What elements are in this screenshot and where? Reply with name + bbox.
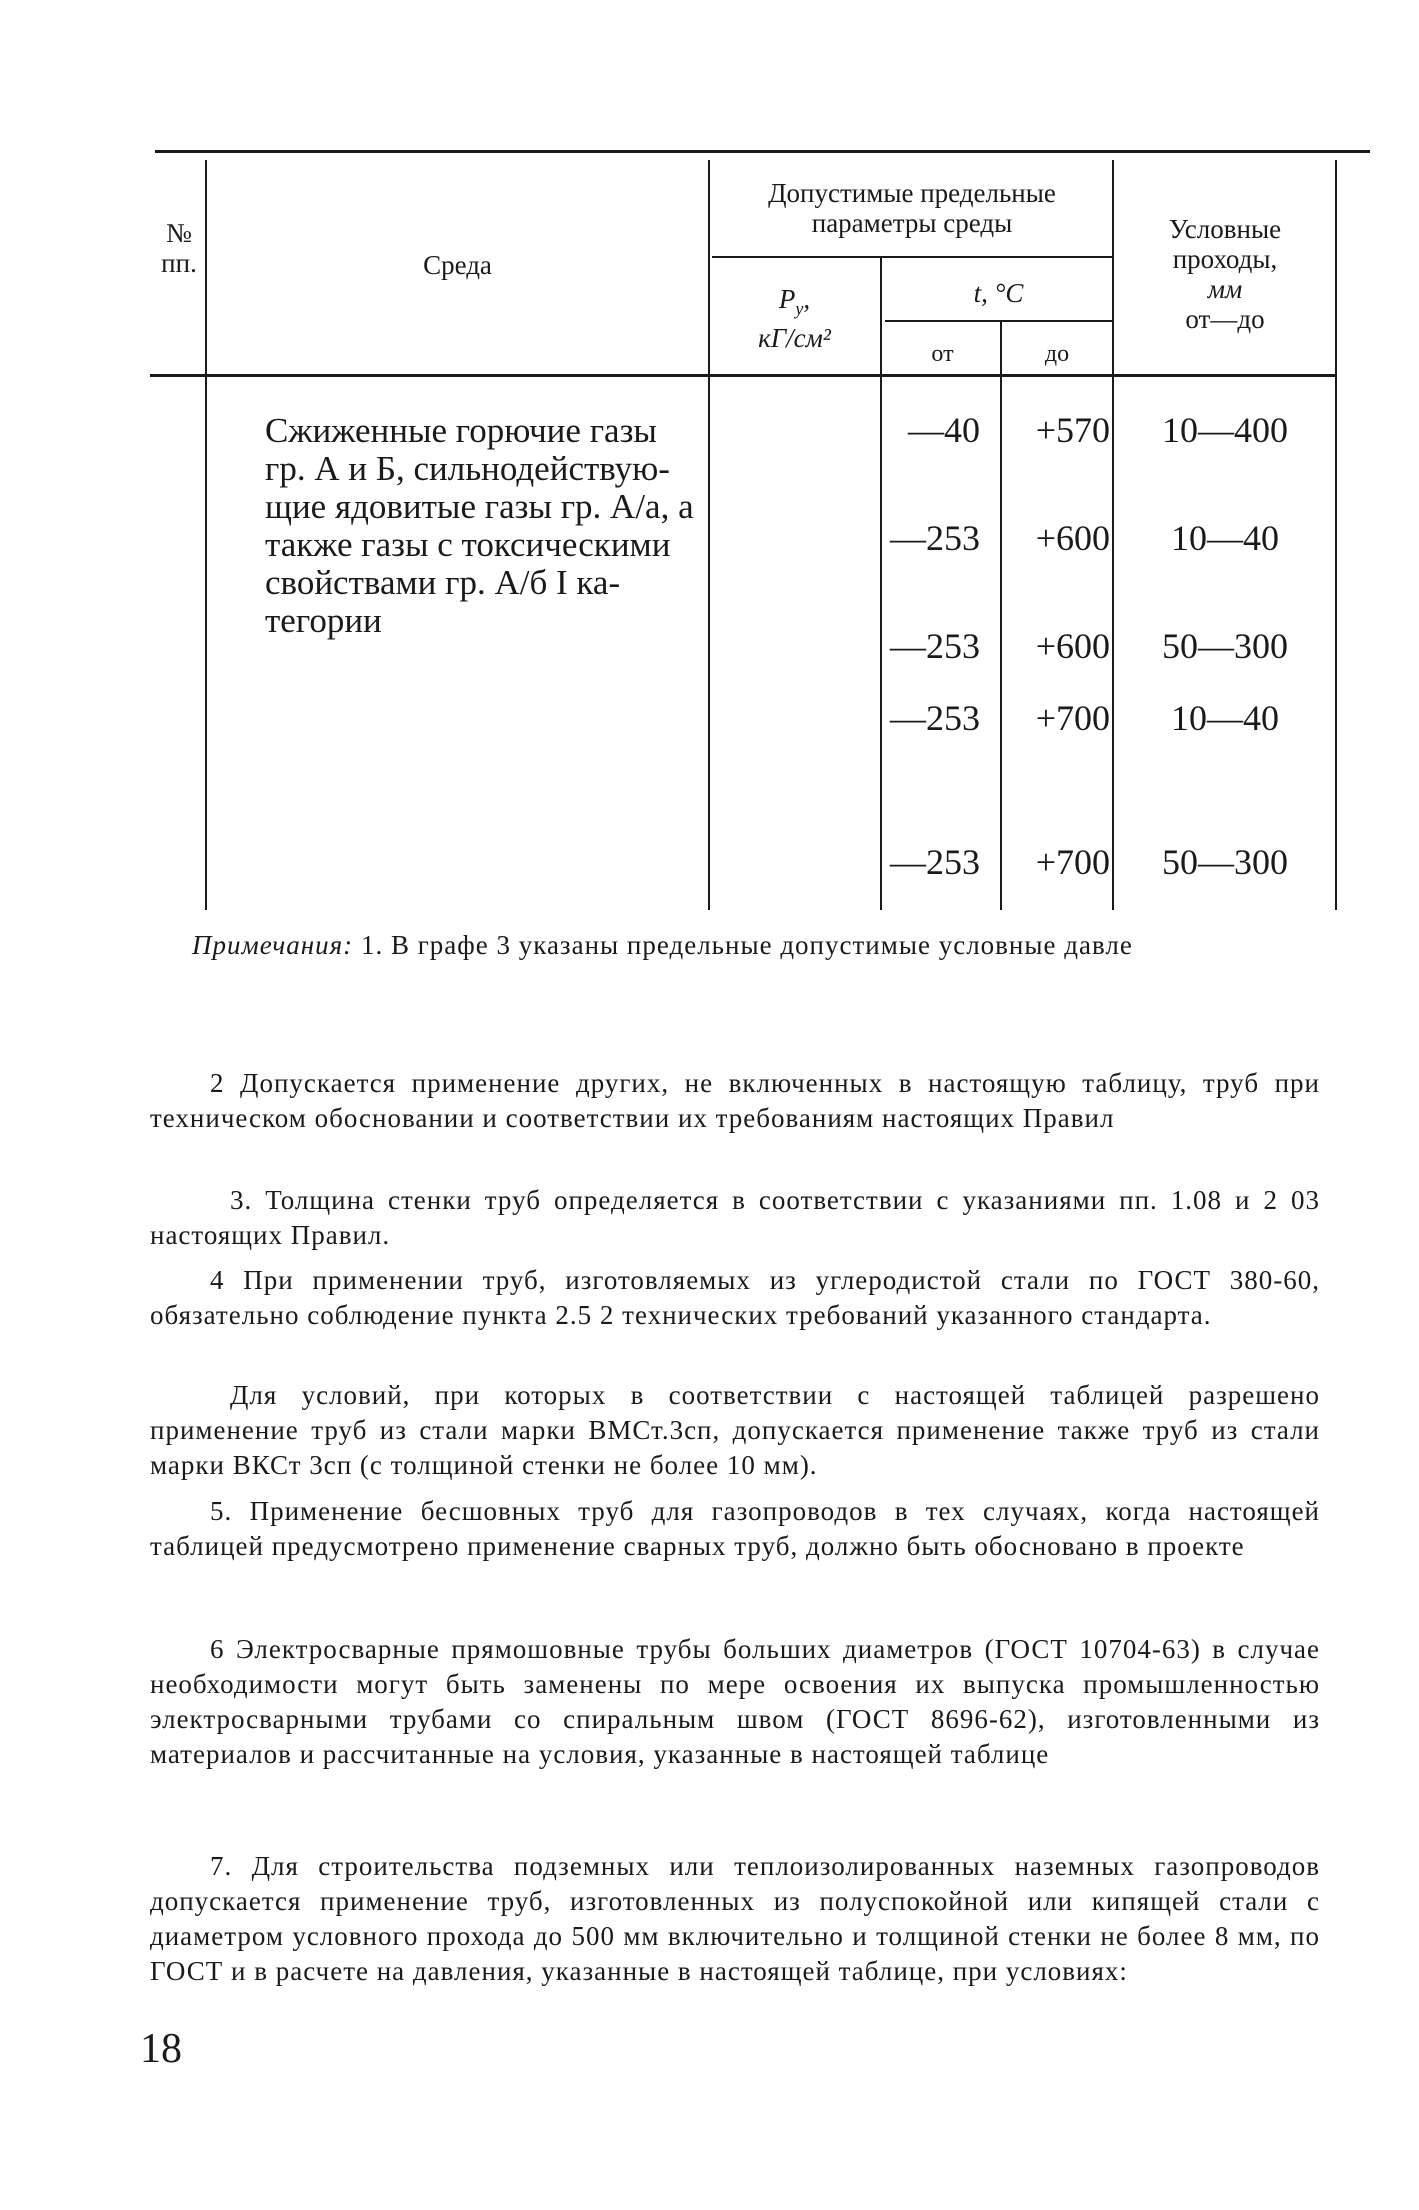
header-temp-to-label: до (1044, 341, 1070, 367)
col-divider-6 (1335, 160, 1337, 910)
row1-temp-from: —40 (908, 410, 980, 450)
row2-temp-from: —253 (890, 518, 980, 558)
header-number-line1: № (166, 218, 192, 248)
row3-temp-from: —253 (890, 626, 980, 666)
params-sub-rule (712, 256, 1112, 258)
note-1: 1. В графе 3 указаны предельные допустимые условные давле (360, 930, 1133, 960)
header-pressure-symbol (712, 284, 877, 323)
header-temp-to (1002, 340, 1112, 368)
pressure-comma: , (803, 284, 811, 314)
note-7: 7. Для строительства подземных или теплоизолированных наземных газопроводов допускается применение труб, изготовленных из полуспокойной или кипящей стали с диаметром условного прохода до 500 мм включительно и толщиной стенки не более 8 мм, по ГОСТ и в расчете на давления, указанные в настоящей таблице, при условиях: (150, 1851, 1320, 1986)
note-4-continuation: Для условий, при которых в соответствии с настоящей таблицей разрешено применение труб из стали марки ВМСт.3сп, допускается применение также труб из стали марки ВКСт 3сп (с толщиной стенки не более 10 мм). (150, 1380, 1320, 1480)
header-diameter-unit: мм (1207, 274, 1243, 304)
note-4: 4 При применении труб, изготовляемых из углеродистой стали по ГОСТ 380-60, обязательно соблюдение пункта 2.5 2 технических требований указанного стандарта. (150, 1265, 1320, 1330)
header-medium (210, 250, 705, 280)
table-top-rule (155, 150, 1370, 153)
row2-temp-to: +600 (1035, 518, 1110, 558)
parameters-table (0, 0, 1419, 960)
header-temperature (885, 278, 1112, 308)
header-params-line2: параметры среды (811, 208, 1013, 238)
header-bottom-rule (150, 374, 1335, 377)
header-params (712, 178, 1112, 238)
col-divider-5 (1112, 160, 1114, 910)
header-diameter-line1: Условные (1168, 214, 1282, 244)
col-divider-1 (205, 160, 207, 910)
header-temp-from (885, 340, 1000, 368)
col-divider-3 (880, 258, 882, 910)
row3-temp-to: +600 (1035, 626, 1110, 666)
header-pressure (712, 284, 877, 353)
header-diameter (1115, 214, 1335, 334)
row5-temp-to: +700 (1035, 842, 1110, 882)
header-diameter-line2: проходы, (1172, 244, 1278, 274)
row5-temp-from: —253 (890, 842, 980, 882)
medium-description: Сжиженные горючие газы гр. А и Б, сильнодействующие ядовитые газы гр. А/а, а также газы с токсическими свойствами гр. А/б I категории (265, 411, 694, 640)
row1-temp-to: +570 (1035, 410, 1110, 450)
row3-diameter: 50—300 (1162, 626, 1288, 666)
row5-diameter: 50—300 (1162, 842, 1288, 882)
header-params-line1: Допустимые предельные (768, 178, 1056, 208)
row4-temp-from: —253 (890, 698, 980, 738)
col-divider-2 (708, 160, 710, 910)
row1-diameter: 10—400 (1162, 410, 1288, 450)
temp-sub-rule (885, 320, 1112, 322)
notes-heading-line (192, 930, 1342, 961)
notes-heading: Примечания: (192, 930, 354, 960)
pressure-subscript: у (795, 298, 804, 319)
header-number-line2: пп. (161, 248, 197, 278)
row2-diameter: 10—40 (1171, 518, 1279, 558)
header-medium-label: Среда (423, 250, 492, 280)
row4-diameter: 10—40 (1171, 698, 1279, 738)
pressure-symbol: P (778, 284, 796, 314)
header-temperature-label: t, °С (973, 278, 1024, 308)
header-number (155, 218, 203, 278)
note-3: 3. Толщина стенки труб определяется в соответствии с указаниями пп. 1.08 и 2 03 настоящих Правил. (150, 1185, 1320, 1250)
note-5: 5. Применение бесшовных труб для газопроводов в тех случаях, когда настоящей таблицей предусмотрено применение сварных труб, должно быть обосновано в проекте (150, 1496, 1320, 1561)
note-2: 2 Допускается применение других, не включенных в настоящую таблицу, труб при техническом обосновании и соответствии их требованиям настоящих Правил (150, 1068, 1320, 1133)
header-diameter-range: от—до (1185, 304, 1265, 334)
row4-temp-to: +700 (1035, 698, 1110, 738)
note-6: 6 Электросварные прямошовные трубы больших диаметров (ГОСТ 10704-63) в случае необходимости могут быть заменены по мере освоения их выпуска промышленностью электросварными трубами со спиральным швом (ГОСТ 8696-62), изготовленными из материалов и рассчитанные на условия, указанные в настоящей таблице (150, 1634, 1320, 1769)
header-temp-from-label: от (931, 341, 954, 367)
page-number: 18 (140, 2026, 182, 2072)
header-pressure-unit: кГ/см² (758, 323, 831, 354)
